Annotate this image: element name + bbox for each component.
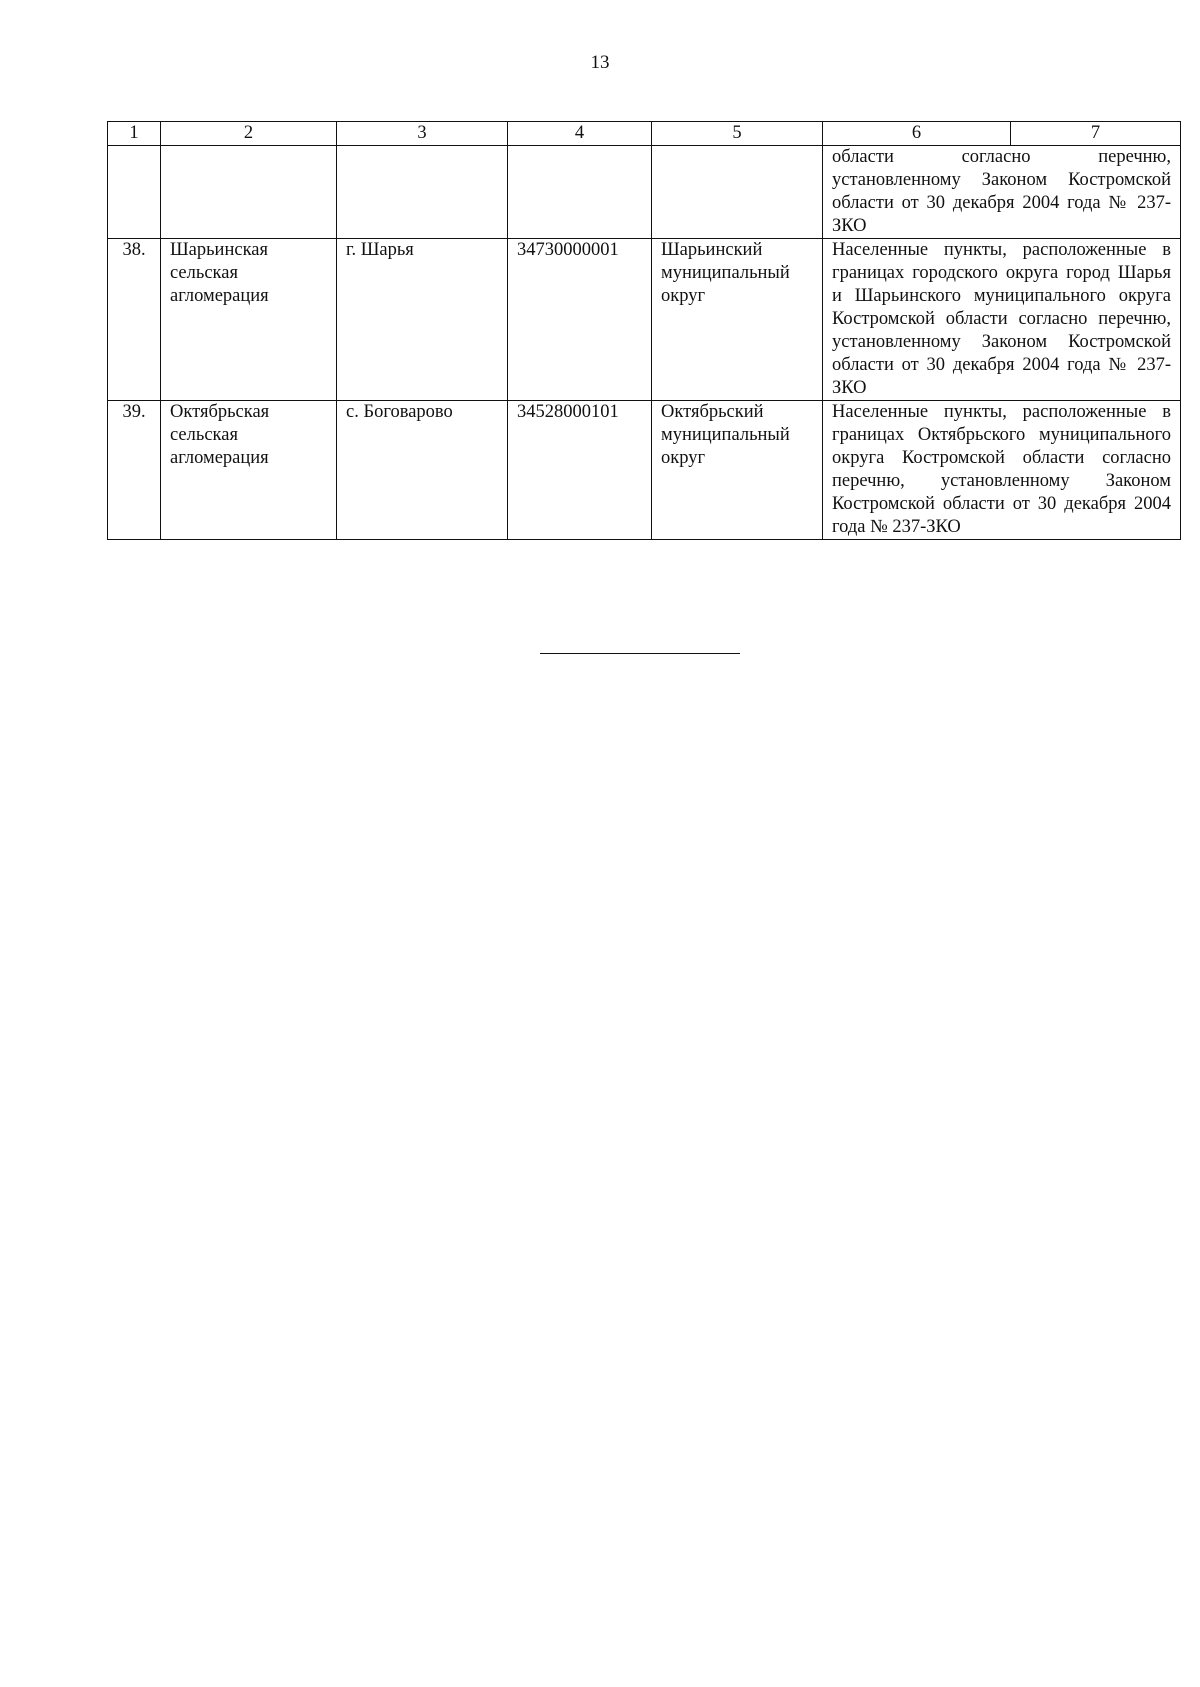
- cell-district: Октябрьский муниципальный округ: [652, 401, 823, 540]
- cell-description: Населенные пункты, расположенные в границах городского округа город Шарья и Шарьинского муниципального округа Костромской области согласно перечню, установленному Законом Костромской области от 30 декабря 2004 года № 237-ЗКО: [823, 239, 1181, 401]
- cell-num: 38.: [108, 239, 161, 401]
- cell-name: [161, 146, 337, 239]
- column-header-5: 5: [652, 122, 823, 146]
- cell-description: области согласно перечню, установленному Законом Костромской области от 30 декабря 2004 года № 237-ЗКО: [823, 146, 1181, 239]
- table-row: [108, 401, 1181, 540]
- cell-description: Населенные пункты, расположенные в границах Октябрьского муниципального округа Костромской области согласно перечню, установленному Законом Костромской области от 30 декабря 2004 года № 237-ЗКО: [823, 401, 1181, 540]
- cell-code: 34528000101: [508, 401, 652, 540]
- cell-num: 39.: [108, 401, 161, 540]
- column-header-4: 4: [508, 122, 652, 146]
- cell-name: Шарьинская сельская агломерация: [161, 239, 337, 401]
- column-header-3: 3: [337, 122, 508, 146]
- cell-center: с. Боговарово: [337, 401, 508, 540]
- cell-center: г. Шарья: [337, 239, 508, 401]
- end-separator-line: [540, 653, 740, 654]
- table-row-continuation: [108, 146, 1181, 239]
- cell-district: Шарьинский муниципальный округ: [652, 239, 823, 401]
- column-header-6: 6: [823, 122, 1011, 146]
- cell-code: [508, 146, 652, 239]
- page-number: 13: [590, 52, 610, 73]
- cell-code: 34730000001: [508, 239, 652, 401]
- cell-num: [108, 146, 161, 239]
- header-row: [108, 122, 1181, 146]
- cell-name: Октябрьская сельская агломерация: [161, 401, 337, 540]
- column-header-2: 2: [161, 122, 337, 146]
- cell-center: [337, 146, 508, 239]
- table-row: [108, 239, 1181, 401]
- column-header-7: 7: [1011, 122, 1181, 146]
- column-header-1: 1: [108, 122, 161, 146]
- agglomeration-table: [107, 121, 1181, 540]
- cell-district: [652, 146, 823, 239]
